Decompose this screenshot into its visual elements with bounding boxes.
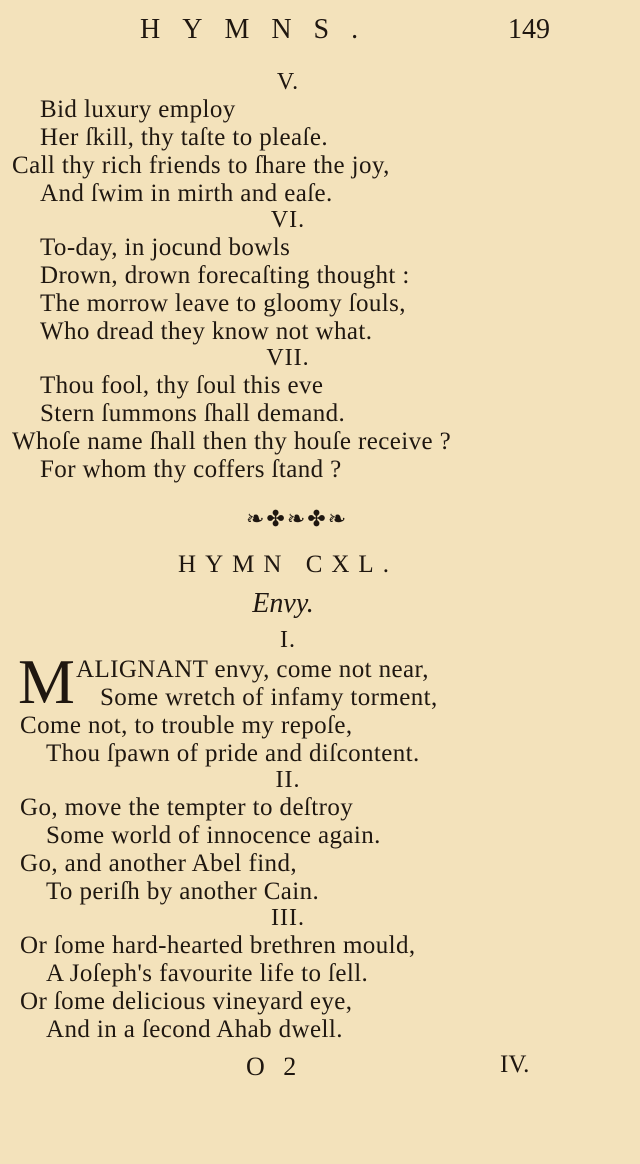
- verse-line: A Joſeph's favourite life to ſell.: [46, 960, 369, 987]
- verse-line: Stern ſummons ſhall demand.: [40, 400, 346, 427]
- verse-line: Who dread they know not what.: [40, 318, 373, 345]
- hymn-subject: Envy.: [252, 588, 314, 619]
- verse-line: And ſwim in mirth and eaſe.: [40, 180, 333, 207]
- stanza-number: VII.: [266, 345, 310, 371]
- verse-line: Some wretch of infamy torment,: [100, 684, 438, 711]
- stanza-number: VI.: [270, 207, 306, 233]
- verse-line: Drown, drown forecaſting thought :: [40, 262, 410, 289]
- hymn-title: HYMN CXL.: [178, 551, 398, 578]
- verse-line: Bid luxury employ: [40, 96, 236, 123]
- verse-line: For whom thy coffers ſtand ?: [40, 456, 342, 483]
- ornament-divider: ❧✤❧✤❧: [246, 506, 349, 531]
- catchword: IV.: [500, 1051, 530, 1078]
- verse-line: Some world of innocence again.: [46, 822, 381, 849]
- stanza-number: II.: [275, 767, 301, 793]
- verse-line: Thou fool, thy ſoul this eve: [40, 372, 324, 399]
- stanza-number: III.: [271, 905, 305, 931]
- verse-line: To periſh by another Cain.: [46, 878, 320, 905]
- stanza-number: V.: [276, 69, 300, 95]
- verse-line: ALIGNANT envy, come not near,: [76, 656, 429, 683]
- verse-line: Or ſome hard-hearted brethren mould,: [20, 932, 416, 959]
- verse-line: To-day, in jocund bowls: [40, 234, 291, 261]
- page-number: 149: [508, 14, 550, 45]
- verse-line: Whoſe name ſhall then thy houſe receive ?: [12, 428, 452, 455]
- stanza-number: I.: [280, 627, 296, 653]
- verse-line: And in a ſecond Ahab dwell.: [46, 1016, 343, 1043]
- verse-line: Go, move the tempter to deſtroy: [20, 794, 354, 821]
- verse-line: Thou ſpawn of pride and diſcontent.: [46, 740, 420, 767]
- verse-line: Go, and another Abel find,: [20, 850, 298, 877]
- verse-line: Come not, to trouble my repoſe,: [20, 712, 353, 739]
- verse-line: Call thy rich friends to ſhare the joy,: [12, 152, 390, 179]
- verse-line: The morrow leave to gloomy ſouls,: [40, 290, 406, 317]
- running-head: HYMNS.: [140, 14, 381, 45]
- verse-line: Her ſkill, thy taſte to pleaſe.: [40, 124, 329, 151]
- verse-line: Or ſome delicious vineyard eye,: [20, 988, 353, 1015]
- drop-cap: M: [18, 646, 75, 717]
- signature-mark: O 2: [246, 1052, 303, 1081]
